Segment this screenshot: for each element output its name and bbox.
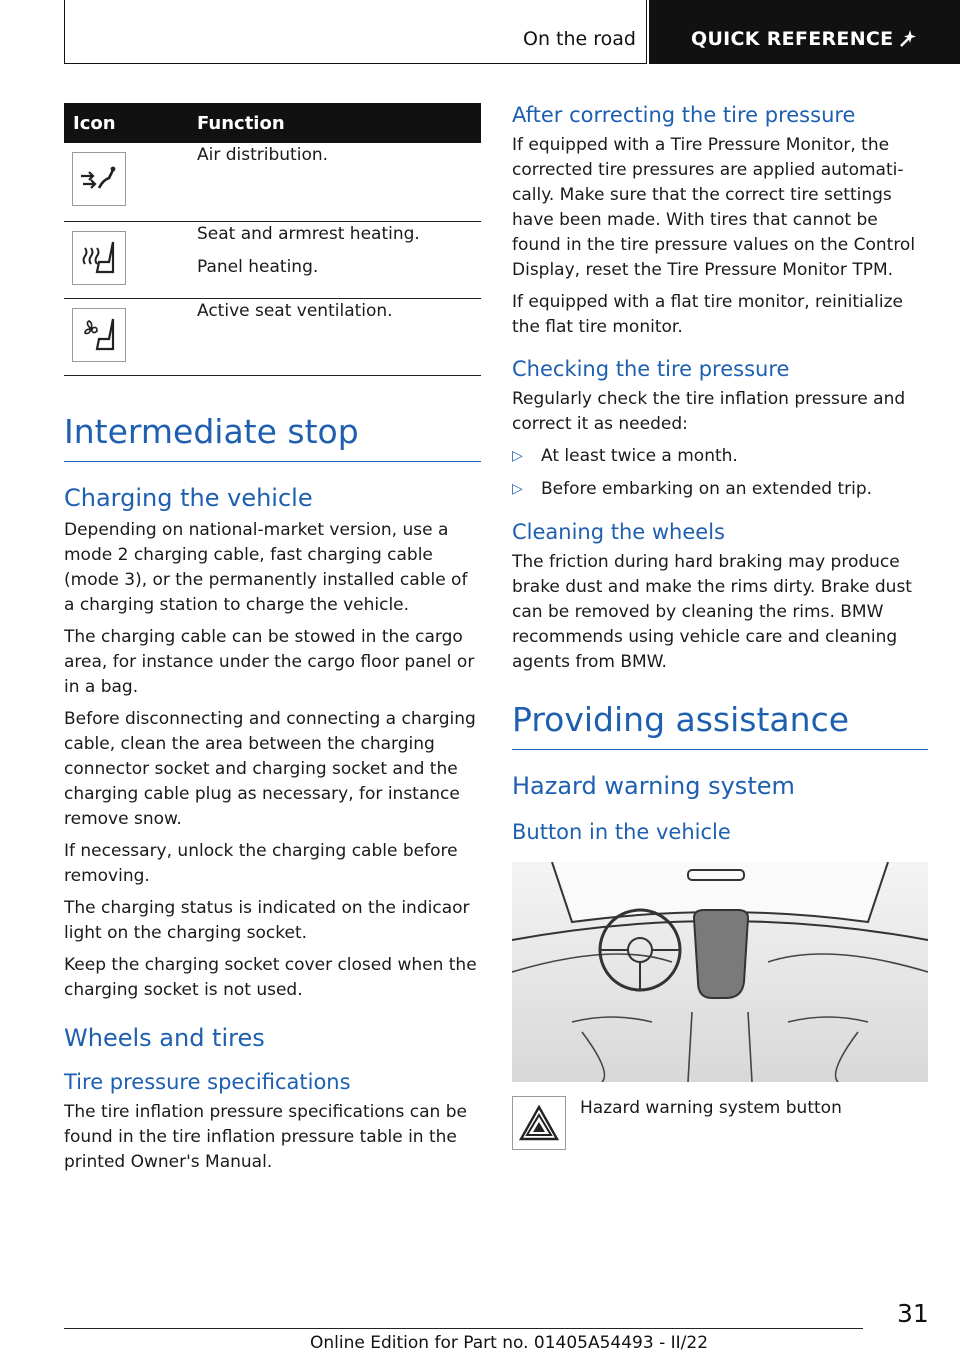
icon-function-table bbox=[64, 103, 481, 376]
paragraph: If equipped with a Tire Pressure Monitor, the corrected tire pressures are applied automatically. Make sure that the correct tire settings have been made. With tires that cannot be found in the tire pressure values on the Control Display, reset the Tire Pressure Monitor TPM. bbox=[512, 135, 916, 280]
table-row bbox=[64, 298, 481, 375]
list-item bbox=[512, 444, 928, 469]
footer-edition: Online Edition for Part no. 01405A54493 - II/22 bbox=[310, 1333, 709, 1353]
hazard-triangle-icon bbox=[512, 1096, 566, 1150]
heading-providing-assistance: Providing assistance bbox=[512, 700, 928, 750]
table-header-function: Function bbox=[197, 103, 481, 143]
list-item-text: Before embarking on an extended trip. bbox=[541, 479, 873, 499]
quick-reference-tab[interactable] bbox=[649, 0, 960, 64]
table-row bbox=[64, 143, 481, 221]
function-text: Panel heating. bbox=[197, 256, 319, 277]
bullet-triangle-icon: ▷ bbox=[512, 481, 523, 497]
table-row bbox=[64, 221, 481, 298]
heading-button-in-vehicle: Button in the vehicle bbox=[512, 820, 731, 844]
paragraph: The tire inflation pressure specifications can be found in the tire inflation pressure table in the printed Owner's Manual. bbox=[64, 1101, 467, 1172]
paragraph: If equipped with a flat tire monitor, reinitialize the flat tire monitor. bbox=[512, 292, 903, 337]
seat-heating-icon bbox=[72, 231, 126, 285]
list-item bbox=[512, 477, 928, 502]
air-distribution-icon bbox=[72, 152, 126, 206]
function-text: Active seat ventilation. bbox=[197, 300, 393, 321]
seat-ventilation-icon bbox=[72, 308, 126, 362]
cockpit-illustration bbox=[512, 862, 928, 1082]
list-item-text: At least twice a month. bbox=[541, 446, 738, 466]
table-header-icon: Icon bbox=[64, 103, 197, 143]
paragraph: Before disconnecting and connecting a charging cable, clean the area between the charging connector socket and charging socket and the charging cable plug as necessary, for instance remove snow. bbox=[64, 708, 476, 829]
hazard-legend bbox=[512, 1096, 928, 1150]
heading-charging-vehicle: Charging the vehicle bbox=[64, 483, 313, 512]
paragraph: The charging status is indicated on the indicaor light on the charging socket. bbox=[64, 897, 470, 943]
heading-tire-pressure-specs: Tire pressure specifications bbox=[64, 1069, 351, 1094]
paragraph: The charging cable can be stowed in the cargo area, for instance under the cargo floor panel or in a bag. bbox=[64, 626, 475, 697]
heading-wheels-tires: Wheels and tires bbox=[64, 1023, 265, 1052]
heading-checking-tire-pressure: Checking the tire pressure bbox=[512, 357, 790, 381]
hazard-caption: Hazard warning system button bbox=[580, 1098, 842, 1118]
spark-arrow-icon bbox=[897, 28, 919, 50]
quick-reference-label: QUICK REFERENCE bbox=[691, 28, 894, 50]
heading-after-correcting: After correcting the tire pressure bbox=[512, 103, 856, 127]
paragraph: If necessary, unlock the charging cable before removing. bbox=[64, 840, 458, 886]
right-column bbox=[512, 103, 928, 1150]
paragraph: Keep the charging socket cover closed when the charging socket is not used. bbox=[64, 954, 477, 1000]
function-text: Seat and armrest heating. bbox=[197, 223, 420, 244]
heading-hazard-warning-system: Hazard warning system bbox=[512, 772, 795, 800]
footer-divider bbox=[64, 1328, 863, 1329]
paragraph: Depending on national-market version, use a mode 2 charging cable, fast charging cable (mode 3), or the permanently installed cable of a charging station to charge the vehicle. bbox=[64, 519, 468, 615]
paragraph: The friction during hard braking may produce brake dust and make the rims dirty. Brake dust can be removed by cleaning the rims. BMW recommends using vehicle care and cleaning agents from BMW. bbox=[512, 552, 912, 672]
bullet-triangle-icon: ▷ bbox=[512, 448, 523, 464]
left-column bbox=[64, 103, 481, 1182]
function-text: Air distribution. bbox=[197, 145, 329, 165]
heading-intermediate-stop: Intermediate stop bbox=[64, 412, 481, 462]
heading-cleaning-wheels: Cleaning the wheels bbox=[512, 520, 725, 544]
section-title: On the road bbox=[523, 28, 636, 50]
page-number: 31 bbox=[897, 1299, 929, 1328]
paragraph: Regularly check the tire inflation pressure and correct it as needed: bbox=[512, 389, 906, 434]
